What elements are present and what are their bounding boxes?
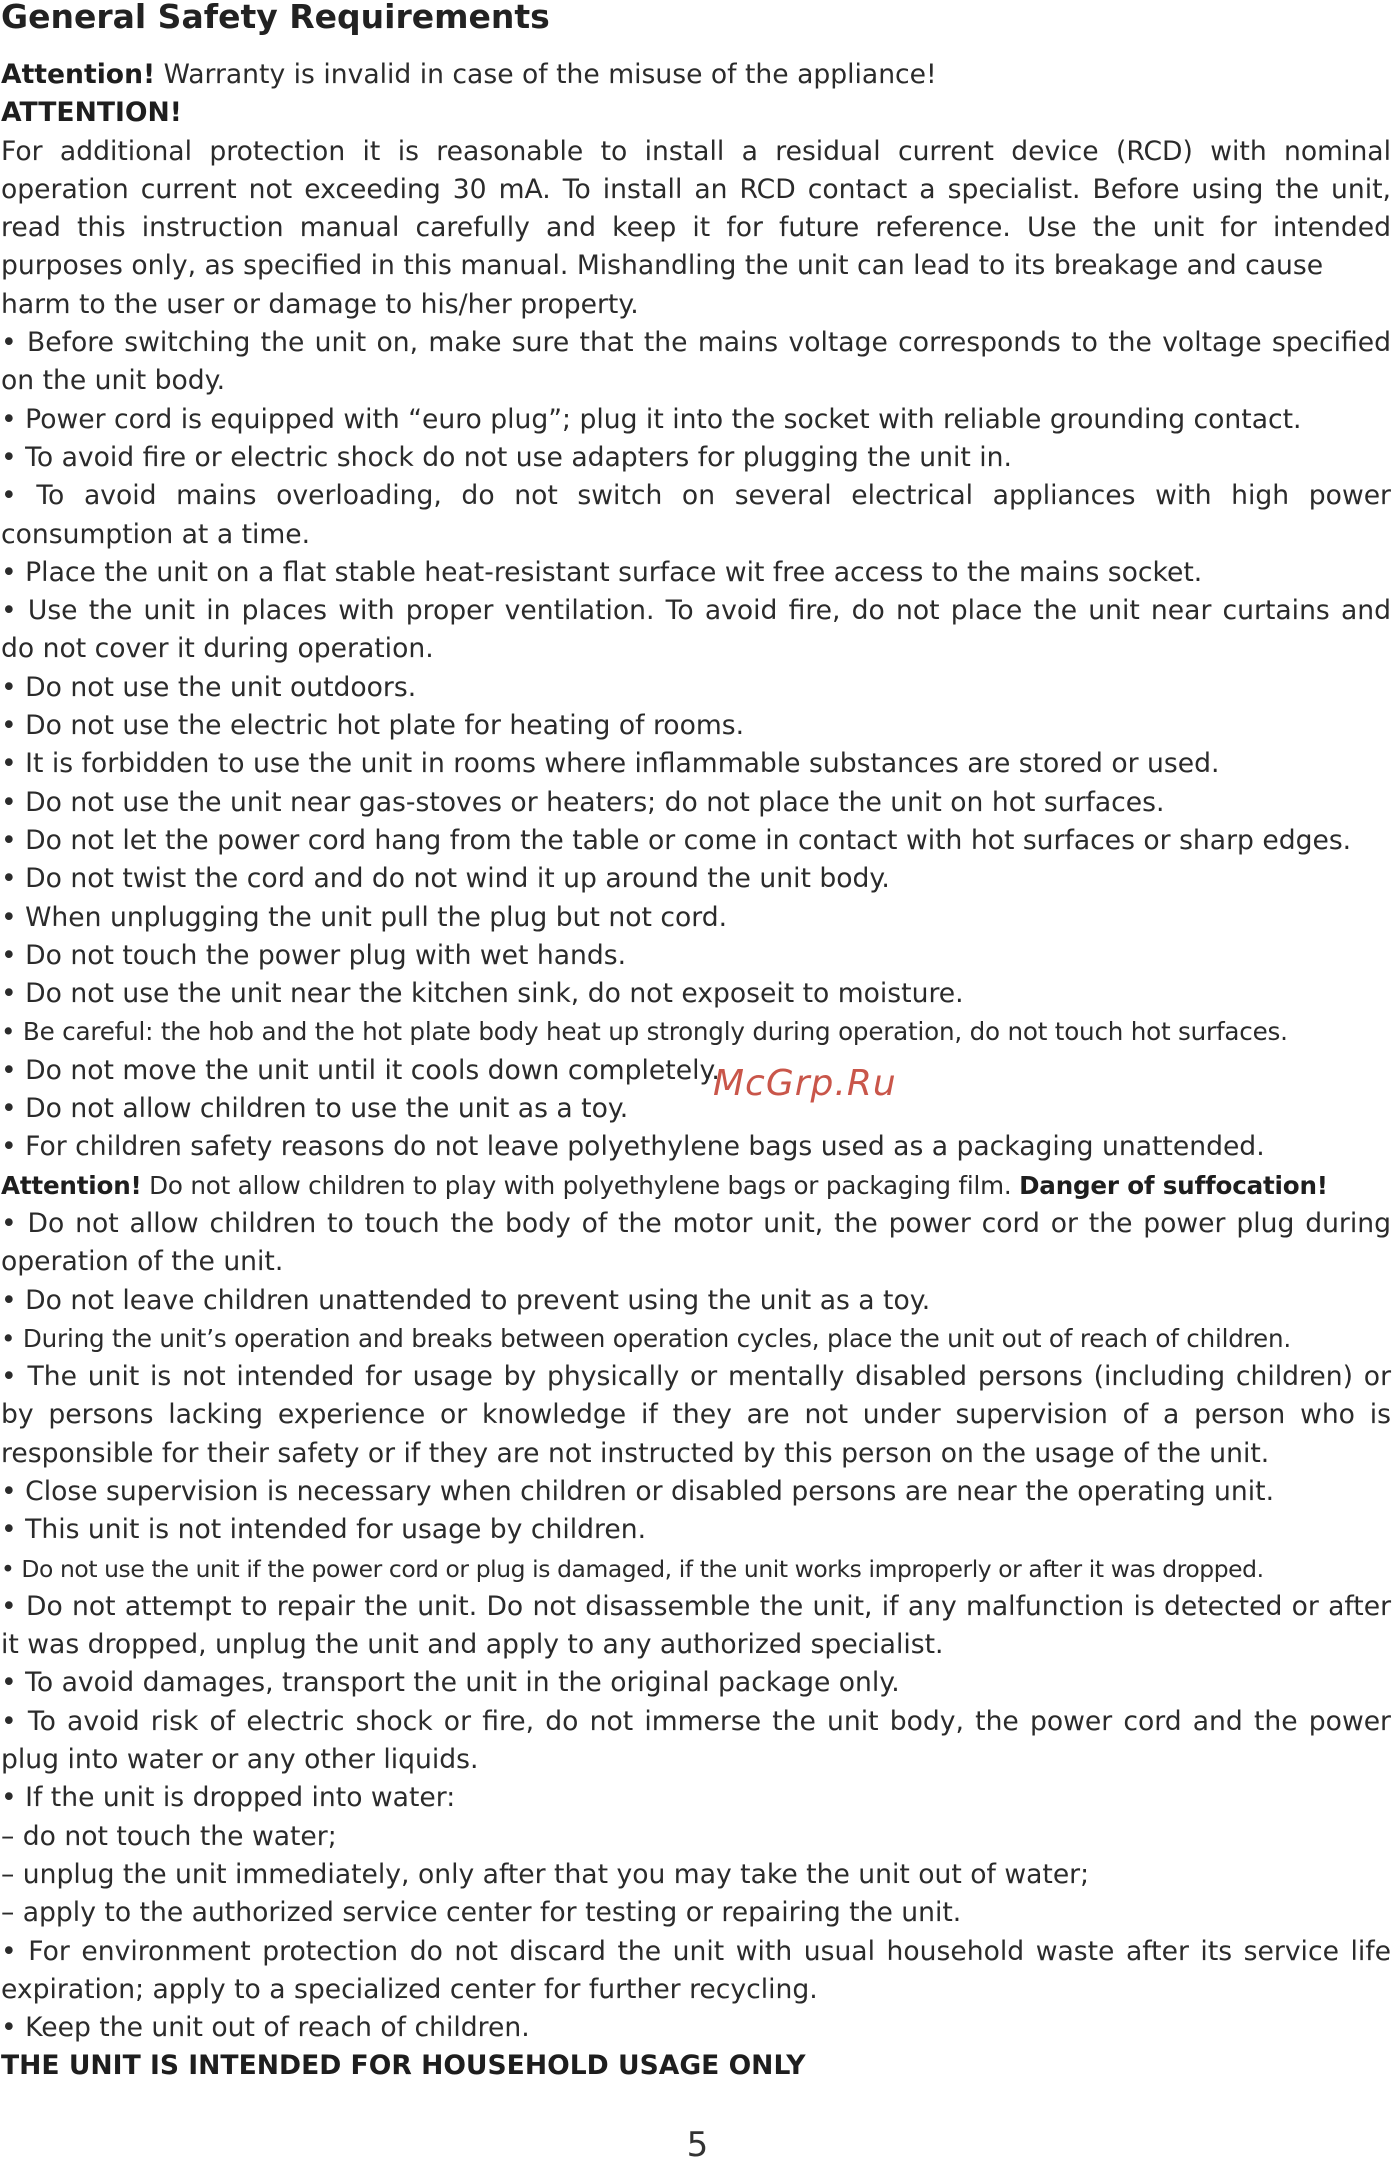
safety-line: • Do not allow children to touch the body of the motor unit, the power cord or the power plug during xyxy=(1,1207,1391,1239)
safety-line: • Do not move the unit until it cools down completely. xyxy=(1,1054,720,1086)
page-number: 5 xyxy=(686,2125,709,2165)
safety-line: • Do not use the electric hot plate for heating of rooms. xyxy=(1,710,745,742)
safety-line: • Do not attempt to repair the unit. Do not disassemble the unit, if any malfunction is detected or after xyxy=(1,1590,1391,1622)
safety-line: • Place the unit on a flat stable heat-resistant surface wit free access to the mains socket. xyxy=(1,556,1203,588)
warranty-attention-label: Attention! xyxy=(1,59,156,90)
safety-line: – apply to the authorized service center for testing or repairing the unit. xyxy=(1,1897,962,1929)
safety-line: • Do not use the unit near the kitchen sink, do not exposeit to moisture. xyxy=(1,978,964,1010)
safety-line: responsible for their safety or if they are not instructed by this person on the usage of the unit. xyxy=(1,1437,1270,1469)
safety-line: • Do not twist the cord and do not wind it up around the unit body. xyxy=(1,863,890,895)
intro-line: harm to the user or damage to his/her property. xyxy=(1,288,639,320)
page-title: General Safety Requirements xyxy=(1,0,550,36)
safety-line: • For environment protection do not discard the unit with usual household waste after its service life xyxy=(1,1935,1391,1967)
suffocation-warning: Danger of suffocation! xyxy=(1019,1170,1328,1200)
safety-line: on the unit body. xyxy=(1,365,226,397)
safety-line: • To avoid mains overloading, do not switch on several electrical appliances with high power xyxy=(1,480,1391,512)
safety-line: • To avoid risk of electric shock or fire, do not immerse the unit body, the power cord and the power xyxy=(1,1705,1391,1737)
attention-heading: ATTENTION! xyxy=(1,97,182,129)
children-attention-notice xyxy=(1,1167,1391,1205)
safety-line: operation of the unit. xyxy=(1,1246,284,1278)
safety-line: • Power cord is equipped with “euro plug”; plug it into the socket with reliable grounding contact. xyxy=(1,403,1302,435)
safety-line: • Do not let the power cord hang from the table or come in contact with hot surfaces or sharp edges. xyxy=(1,824,1352,856)
safety-line: – do not touch the water; xyxy=(1,1820,337,1852)
safety-line: • Do not allow children to use the unit as a toy. xyxy=(1,1093,629,1125)
safety-line: • Do not leave children unattended to prevent using the unit as a toy. xyxy=(1,1284,931,1316)
safety-line: by persons lacking experience or knowledge if they are not under supervision of a person who is xyxy=(1,1399,1391,1431)
safety-line: • When unplugging the unit pull the plug but not cord. xyxy=(1,901,728,933)
safety-line: consumption at a time. xyxy=(1,518,311,550)
safety-line: it was dropped, unplug the unit and apply to any authorized specialist. xyxy=(1,1629,944,1661)
safety-line: • Keep the unit out of reach of children. xyxy=(1,2012,530,2044)
safety-line: • It is forbidden to use the unit in rooms where inflammable substances are stored or used. xyxy=(1,748,1220,780)
safety-line: plug into water or any other liquids. xyxy=(1,1744,479,1776)
children-attention-text: Do not allow children to play with polyethylene bags or packaging film. xyxy=(141,1170,1020,1200)
safety-line: • This unit is not intended for usage by children. xyxy=(1,1514,647,1546)
safety-line: • Do not touch the power plug with wet hands. xyxy=(1,939,627,971)
safety-line: • Be careful: the hob and the hot plate body heat up strongly during operation, do not touch hot surfaces. xyxy=(1,1017,1288,1047)
watermark: McGrp.Ru xyxy=(713,1063,897,1104)
safety-line: do not cover it during operation. xyxy=(1,633,434,665)
safety-text-block xyxy=(1,56,1391,2086)
safety-line: • To avoid damages, transport the unit in the original package only. xyxy=(1,1667,900,1699)
intro-line: read this instruction manual carefully and keep it for future reference. Use the unit for intended xyxy=(1,212,1391,244)
safety-line: • Do not use the unit outdoors. xyxy=(1,671,417,703)
safety-line: • Close supervision is necessary when children or disabled persons are near the operating unit. xyxy=(1,1475,1275,1507)
safety-line: • During the unit’s operation and breaks between operation cycles, place the unit out of reach of children. xyxy=(1,1323,1291,1353)
intro-line: purposes only, as specified in this manual. Mishandling the unit can lead to its breakage and cause xyxy=(1,250,1324,282)
safety-line: • To avoid fire or electric shock do not use adapters for plugging the unit in. xyxy=(1,441,1012,473)
safety-line: • Do not use the unit if the power cord or plug is damaged, if the unit works improperly or after it was dropped. xyxy=(1,1554,1264,1583)
safety-line: • The unit is not intended for usage by physically or mentally disabled persons (including children) or xyxy=(1,1361,1391,1393)
safety-line: • Use the unit in places with proper ventilation. To avoid fire, do not place the unit near curtains and xyxy=(1,595,1391,627)
household-usage-notice: THE UNIT IS INTENDED FOR HOUSEHOLD USAGE ONLY xyxy=(1,2050,806,2082)
warranty-text: Warranty is invalid in case of the misuse of the appliance! xyxy=(155,59,937,90)
safety-line: • If the unit is dropped into water: xyxy=(1,1782,456,1814)
intro-line: operation current not exceeding 30 mA. To install an RCD contact a specialist. Before using the unit, xyxy=(1,173,1391,205)
safety-line: • Do not use the unit near gas-stoves or heaters; do not place the unit on hot surfaces. xyxy=(1,786,1165,818)
safety-line: – unplug the unit immediately, only after that you may take the unit out of water; xyxy=(1,1858,1090,1890)
safety-line: • Before switching the unit on, make sure that the mains voltage corresponds to the voltage specified xyxy=(1,327,1391,359)
safety-line: • For children safety reasons do not leave polyethylene bags used as a packaging unattended. xyxy=(1,1131,1265,1163)
children-attention-label: Attention! xyxy=(1,1170,142,1200)
safety-line: expiration; apply to a specialized center for further recycling. xyxy=(1,1973,818,2005)
warranty-notice xyxy=(1,56,1391,94)
intro-line: For additional protection it is reasonable to install a residual current device (RCD) with nominal xyxy=(1,135,1391,167)
